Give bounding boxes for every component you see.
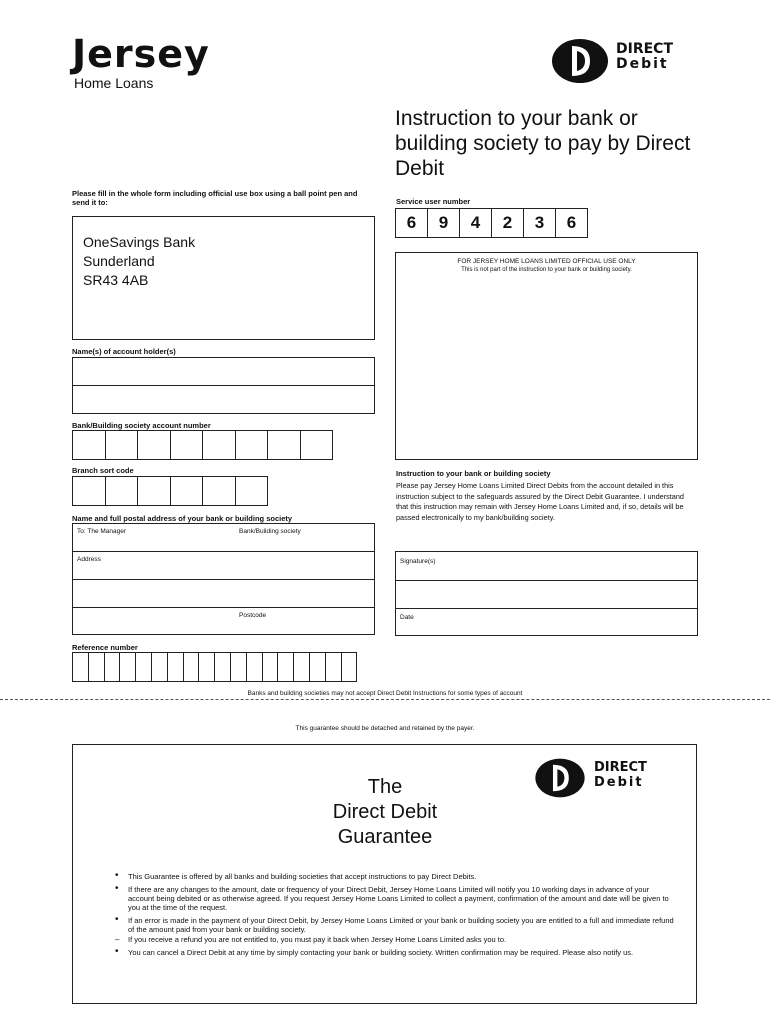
bank-society-label: Bank/Building society: [239, 528, 301, 535]
dd-logo-line1: DIRECT: [616, 41, 673, 57]
reference-cell[interactable]: [119, 652, 136, 682]
reference-cell[interactable]: [151, 652, 168, 682]
send-to-line: OneSavings Bank: [83, 234, 196, 250]
instruction-title: Instruction to your bank or building society: [396, 469, 551, 478]
signature-label: Signature(s): [400, 558, 436, 565]
sort-code-label: Branch sort code: [72, 466, 134, 475]
reference-label: Reference number: [72, 643, 138, 652]
account-number-cell[interactable]: [300, 430, 334, 460]
sort-code-cell[interactable]: [72, 476, 106, 506]
postcode-label: Postcode: [239, 612, 267, 619]
form-instructions: Please fill in the whole form including official use box using a ball point pen and send it to:: [72, 189, 358, 207]
direct-debit-logo-icon: [530, 756, 590, 800]
sort-code-cell[interactable]: [202, 476, 236, 506]
brand-subtitle: Home Loans: [74, 75, 154, 91]
reference-cell[interactable]: [72, 652, 89, 682]
dd-logo-line2: Debit: [594, 775, 644, 790]
send-to-line: SR43 4AB: [83, 272, 149, 288]
sort-code-cell[interactable]: [137, 476, 171, 506]
reference-cell[interactable]: [183, 652, 200, 682]
bank-address-field[interactable]: [72, 523, 375, 635]
service-user-digit: 9: [427, 208, 460, 238]
page-heading: Instruction to your bank or building society to pay by Direct Debit: [395, 107, 691, 180]
official-use-note: This is not part of the instruction to your bank or building society.: [461, 267, 632, 273]
dd-logo-line2: Debit: [616, 56, 669, 72]
reference-field[interactable]: [73, 652, 357, 682]
account-holder-label: Name(s) of account holder(s): [72, 347, 176, 356]
bank-address-label: Name and full postal address of your bank or building society: [72, 514, 293, 523]
account-holder-field[interactable]: [72, 357, 375, 414]
official-use-box[interactable]: [395, 252, 698, 460]
account-number-field[interactable]: [73, 430, 333, 460]
guarantee-item: • If an error is made in the payment of your Direct Debit, by Jersey Home Loans Limited or your bank or building society you are entitled to a full and immediate refund of the amount paid from your bank or building society.: [115, 916, 675, 934]
instruction-text: Please pay Jersey Home Loans Limited Direct Debits from the account detailed in this instruction subject to the safeguards assured by the Direct Debit Guarantee. I understand that this instruction may remain with Jersey Home Loans Limited and, if so, details will be passed electronically to my bank/building society.: [396, 481, 684, 522]
sort-code-cell[interactable]: [170, 476, 204, 506]
sort-code-cell[interactable]: [105, 476, 139, 506]
reference-cell[interactable]: [277, 652, 294, 682]
guarantee-title-line: The: [367, 776, 403, 798]
account-number-cell[interactable]: [170, 430, 204, 460]
direct-debit-logo-icon: [550, 36, 610, 86]
detach-line: [0, 699, 770, 700]
reference-cell[interactable]: [167, 652, 184, 682]
service-user-digit: 2: [491, 208, 524, 238]
account-number-cell[interactable]: [235, 430, 269, 460]
dd-logo-line1: DIRECT: [594, 760, 647, 775]
sort-code-field[interactable]: [73, 476, 268, 506]
service-user-number-label: Service user number: [396, 197, 471, 206]
guarantee-item: • If there are any changes to the amount, date or frequency of your Direct Debit, Jersey Home Loans Limited will notify you 10 working days in advance of your account being debited or as otherwise agreed. If you request Jersey Home Loans Limited to collect a payment, confirmation of the amount and date will be given to you at the time of the request.: [115, 885, 675, 912]
reference-cell[interactable]: [341, 652, 358, 682]
account-number-label: Bank/Building society account number: [72, 421, 211, 430]
direct-debit-logo: [530, 756, 680, 806]
address-label: Address: [77, 556, 101, 563]
reference-cell[interactable]: [198, 652, 215, 682]
reference-cell[interactable]: [293, 652, 310, 682]
brand-name: Jersey: [72, 32, 210, 76]
guarantee-item: • You can cancel a Direct Debit at any time by simply contacting your bank or building society. Written confirmation may be required. Please also notify us.: [115, 948, 675, 957]
reference-cell[interactable]: [325, 652, 342, 682]
sort-code-cell[interactable]: [235, 476, 269, 506]
reference-cell[interactable]: [88, 652, 105, 682]
guarantee-title-line: Direct Debit: [332, 801, 438, 823]
detach-note: This guarantee should be detached and retained by the payer.: [295, 725, 475, 732]
send-to-line: Sunderland: [83, 253, 155, 269]
service-user-digit: 4: [459, 208, 492, 238]
account-number-cell[interactable]: [105, 430, 139, 460]
footnote: Banks and building societies may not accept Direct Debit Instructions for some types of account: [247, 690, 523, 697]
direct-debit-logo: [550, 36, 700, 86]
reference-cell[interactable]: [230, 652, 247, 682]
to-manager-label: To: The Manager: [77, 528, 127, 535]
reference-cell[interactable]: [104, 652, 121, 682]
reference-cell[interactable]: [262, 652, 279, 682]
service-user-number: [396, 208, 588, 238]
reference-cell[interactable]: [214, 652, 231, 682]
reference-cell[interactable]: [309, 652, 326, 682]
account-number-cell[interactable]: [72, 430, 106, 460]
guarantee-item: • This Guarantee is offered by all banks and building societies that accept instructions to pay Direct Debits.: [115, 872, 675, 881]
send-to-address: [72, 216, 375, 340]
date-label: Date: [400, 614, 414, 621]
signature-date-box[interactable]: [395, 551, 698, 636]
guarantee-title-line: Guarantee: [337, 826, 433, 848]
official-use-title: FOR JERSEY HOME LOANS LIMITED OFFICIAL USE ONLY: [457, 258, 636, 265]
account-number-cell[interactable]: [267, 430, 301, 460]
reference-cell[interactable]: [135, 652, 152, 682]
service-user-digit: 6: [395, 208, 428, 238]
guarantee-list: [115, 872, 675, 961]
account-number-cell[interactable]: [137, 430, 171, 460]
service-user-digit: 3: [523, 208, 556, 238]
guarantee-subitem: – If you receive a refund you are not entitled to, you must pay it back when Jersey Home Loans Limited asks you to.: [115, 935, 675, 944]
guarantee-title: [300, 775, 470, 850]
account-number-cell[interactable]: [202, 430, 236, 460]
service-user-digit: 6: [555, 208, 588, 238]
reference-cell[interactable]: [246, 652, 263, 682]
